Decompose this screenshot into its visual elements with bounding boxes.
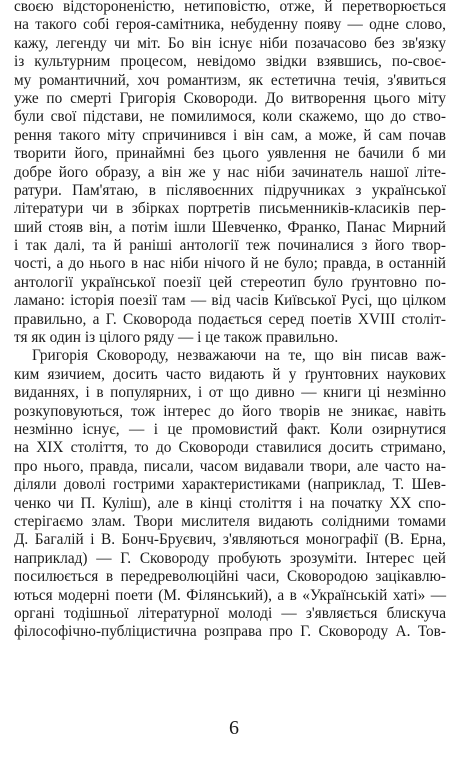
text-line: ються модерні поети (М. Філянський), а в «Українській хаті» — <box>14 586 446 604</box>
text-line: ший стояв він, а потім ішли Шевченко, Франко, Панас Мирний <box>14 218 446 236</box>
text-line: наприклад) — Г. Сковороду пробують зрозуміти. Інтерес цей <box>14 549 446 567</box>
page-body <box>14 0 446 644</box>
text-block <box>14 0 446 644</box>
text-line: тя як один із цілого ряду — і це також правильно. <box>14 329 339 347</box>
text-line: уже по смерті Григорія Сковороди. До витворення цього міту <box>14 89 446 107</box>
text-line: кажу, легенду чи міт. Бо він існує ніби позачасово без зв'язку <box>14 34 446 52</box>
text-line: творити його, принаймні без цього уявлення не бачили б ми <box>14 145 446 163</box>
text-line: рення такого міту спричинився і він сам, а може, й сам почав <box>14 126 446 144</box>
text-line: Д. Багалій і В. Бонч-Бруєвич, з'являються монографії (В. Ерна, <box>14 531 446 549</box>
text-line: на XIX століття, то до Сковороди ставилися досить стримано, <box>14 439 446 457</box>
text-line: виданнях, і в популярних, і от що дивно — книги ці незмінно <box>14 384 446 402</box>
text-line: чості, а до нього в нас ніби нічого й не було; правда, в останній <box>14 255 446 273</box>
text-line: своєю відстороненістю, нетиповістю, отже, й перетворюється <box>14 0 446 15</box>
text-line: органі тодішньої літературної молоді — з'являється блискуча <box>14 604 446 622</box>
text-line: діляли доволі гострими характеристиками (наприклад, Т. Шев- <box>14 476 446 494</box>
text-line: літератури чи в збірках портретів письменників-класиків пер- <box>14 200 446 218</box>
text-line: Григорія Сковороду, незважаючи на те, що він писав важ- <box>32 347 446 365</box>
text-line: були свої підстави, не помилимося, коли скажемо, що до ство- <box>14 108 446 126</box>
text-line: філософічно-публіцистична розправа про Г. Сковороду А. Тов- <box>14 623 446 641</box>
text-line: антології української поезії цей стереотип було ґрунтовно по- <box>14 273 446 291</box>
text-line: незмінно існує, — і це промовистий факт. Коли озирнутися <box>14 420 446 438</box>
page-number: 6 <box>229 717 239 739</box>
text-line: посилюється в передреволюційні часи, Сковородою зацікавлю- <box>14 568 446 586</box>
text-line: стерігаємо злам. Твори мислителя видають солідними томами <box>14 512 446 530</box>
text-line: добре його образу, а він же у нас ніби зачинатель нашої літе- <box>14 163 446 181</box>
text-line: про нього, правда, писали, часом видавали твори, але часто на- <box>14 457 446 475</box>
text-line: із культурним процесом, невідомо звідки взявшись, по-своє- <box>14 53 446 71</box>
text-line: ченко чи П. Куліш), але в кінці століття і на початку XX спо- <box>14 494 446 512</box>
text-line: і так далі, та й раніші антології теж починалися з його твор- <box>14 237 446 255</box>
text-line: розкуповуються, тож інтерес до його творів не зникає, навіть <box>14 402 446 420</box>
text-line: на такого собі героя-самітника, небуденну появу — одне слово, <box>14 16 446 34</box>
text-line: му романтичний, хоч романтизм, як естетична течія, з'явиться <box>14 71 446 89</box>
text-line: ким язичием, досить часто видають й у ґрунтовних наукових <box>14 365 446 383</box>
text-line: правильно, а Г. Сковорода подається серед поетів XVIII століт- <box>14 310 446 328</box>
text-line: ратури. Пам'ятаю, в післявоєнних підручниках з української <box>14 181 446 199</box>
text-line: ламано: історія поезії там — від часів Київської Русі, що цілком <box>14 292 446 310</box>
